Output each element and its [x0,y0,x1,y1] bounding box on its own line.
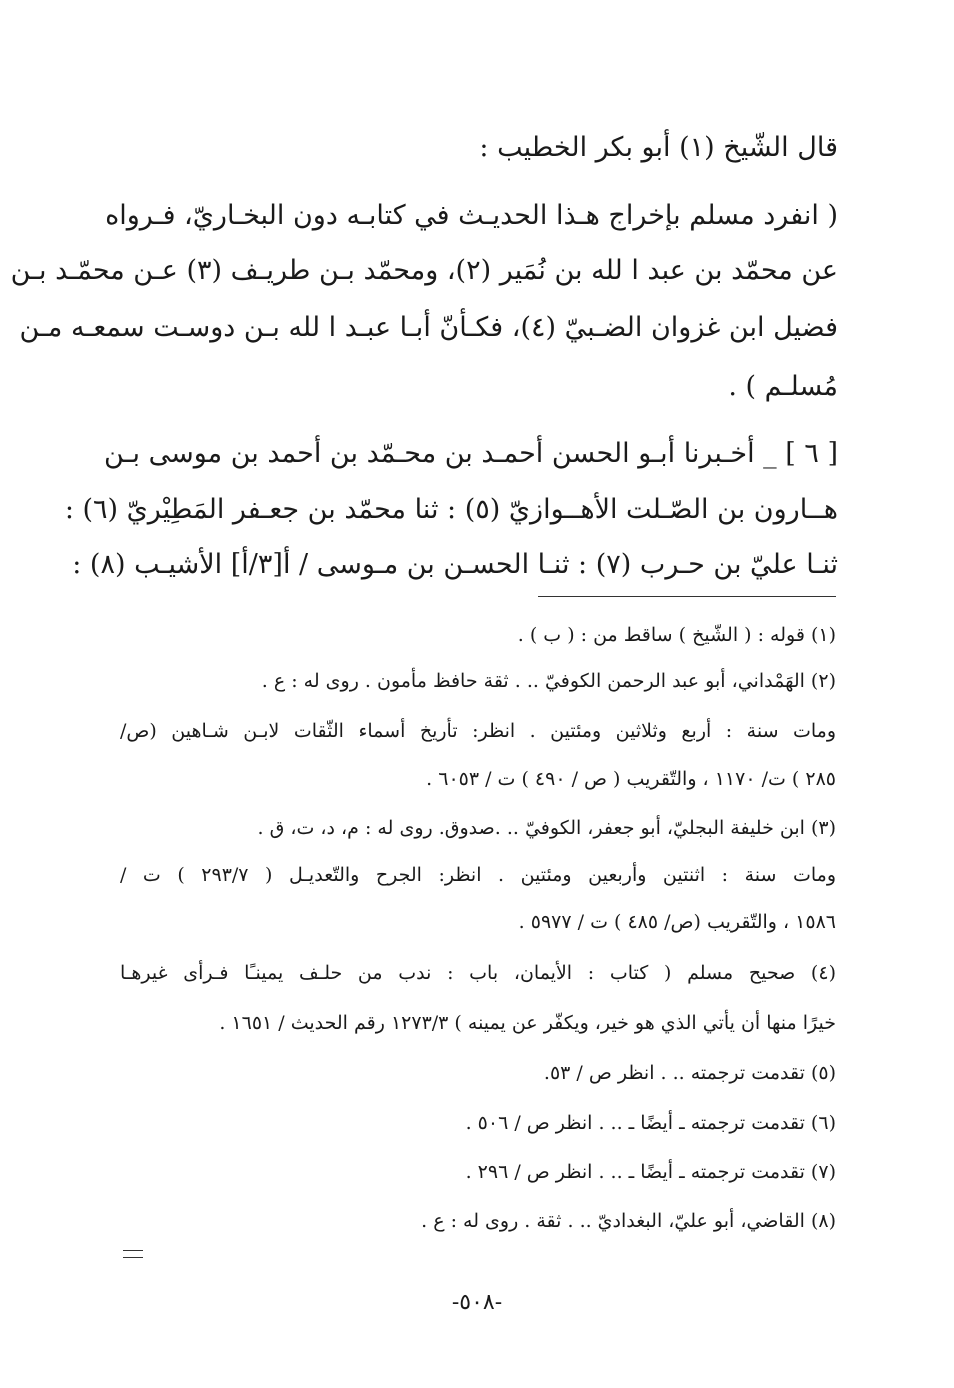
footnote-line-10: (٥) تقدمت ترجمته .. . انظر ص / ٥٣. [543,1062,836,1084]
main-text-line-1: قال الشّيخ (١) أبو بكر الخطيب : [479,132,838,163]
footnote-line-9: خيرًا منها أن يأتي الذي هو خير، ويكفّر عن يمينه ) ١٢٧٣/٣ رقم الحديث / ١٦٥١ . [219,1012,836,1034]
main-text-line-4: فضيل ابن غزوان الضـبيّ (٤)، فكـأنّ أبـا عبـد ا لله بـن دوسـت سمعـه مـن [19,312,838,343]
footnote-line-4: ٢٨٥ ) ت/ ١١٧٠ ، والتّقريب ( ص / ٤٩٠ ) ت / ٦٠٥٣ . [426,768,836,790]
footnote-separator [538,596,836,597]
footnote-line-6: ومات سنة : اثنتين وأربعين ومئتين . انظر: الجرح والتّعديـل ( ٢٩٣/٧ ) ت / [120,864,836,886]
main-text-line-7: هــارون بن الصّـلت الأهــوازيّ (٥) : ثنا محمّد بن جعـفر المَطِيْريّ (٦) : [64,494,838,525]
footnote-line-13: (٨) القاضي، أبو عليّ، البغداديّ .. . ثقة . روى له : ع . [421,1210,836,1232]
continuation-mark [123,1250,143,1258]
footnote-line-12: (٧) تقدمت ترجمته ـ أيضًا ـ .. . انظر ص / ٢٩٦ . [465,1161,836,1183]
main-text-line-8: ثنـا عليّ بن حـرب (٧) : ثنـا الحسـن بن مـوسى / أ[٣/أ] الأشيـب (٨) : [72,549,838,580]
main-text-line-5: مُسلـم ) . [728,371,838,402]
footnote-line-3: ومات سنة : أربع وثلاثين ومئتين . انظر: تأريخ أسماء الثّقات لابـن شـاهين (ص/ [120,720,836,742]
footnote-line-2: (٢) الهَمْداني، أبو عبد الرحمن الكوفيّ .. . ثقة حافظ مأمون . روى له : ع . [261,670,836,692]
main-text-line-3: عن محمّد بن عبد ا لله بن نُمَير (٢)، ومحمّد بـن طريـف (٣) عـن محمّـد بـن [10,255,838,286]
main-text-line-2: ( انفرد مسلم بإخراج هـذا الحديـث في كتابـه دون البخـاريّ، فـرواه [105,200,838,231]
main-text-line-6: [ ٦ ] _ أخـبرنا أبـو الحسن أحمـد بن محـمّد بن أحمد بن موسى بـن [104,438,838,469]
footnote-line-8: (٤) صحيح مسلم ( كتاب : الأيمان، باب : ندب من حلـف يمينـًا فـرأى غيرهـا [120,962,836,984]
footnote-line-5: (٣) ابن خليفة البجليّ، أبو جعفر، الكوفيّ .. .صدوق. روى له : م، د، ت، ق . [257,817,836,839]
footnote-line-1: (١) قوله : ( الشّيخ ) ساقط من : ( ب ) . [517,624,836,646]
page-number: -٥٠٨- [451,1290,503,1315]
footnote-line-7: ١٥٨٦ ، والتّقريب (ص/ ٤٨٥ ) ت / ٥٩٧٧ . [518,911,836,933]
footnote-line-11: (٦) تقدمت ترجمته ـ أيضًا ـ .. . انظر ص / ٥٠٦ . [465,1112,836,1134]
